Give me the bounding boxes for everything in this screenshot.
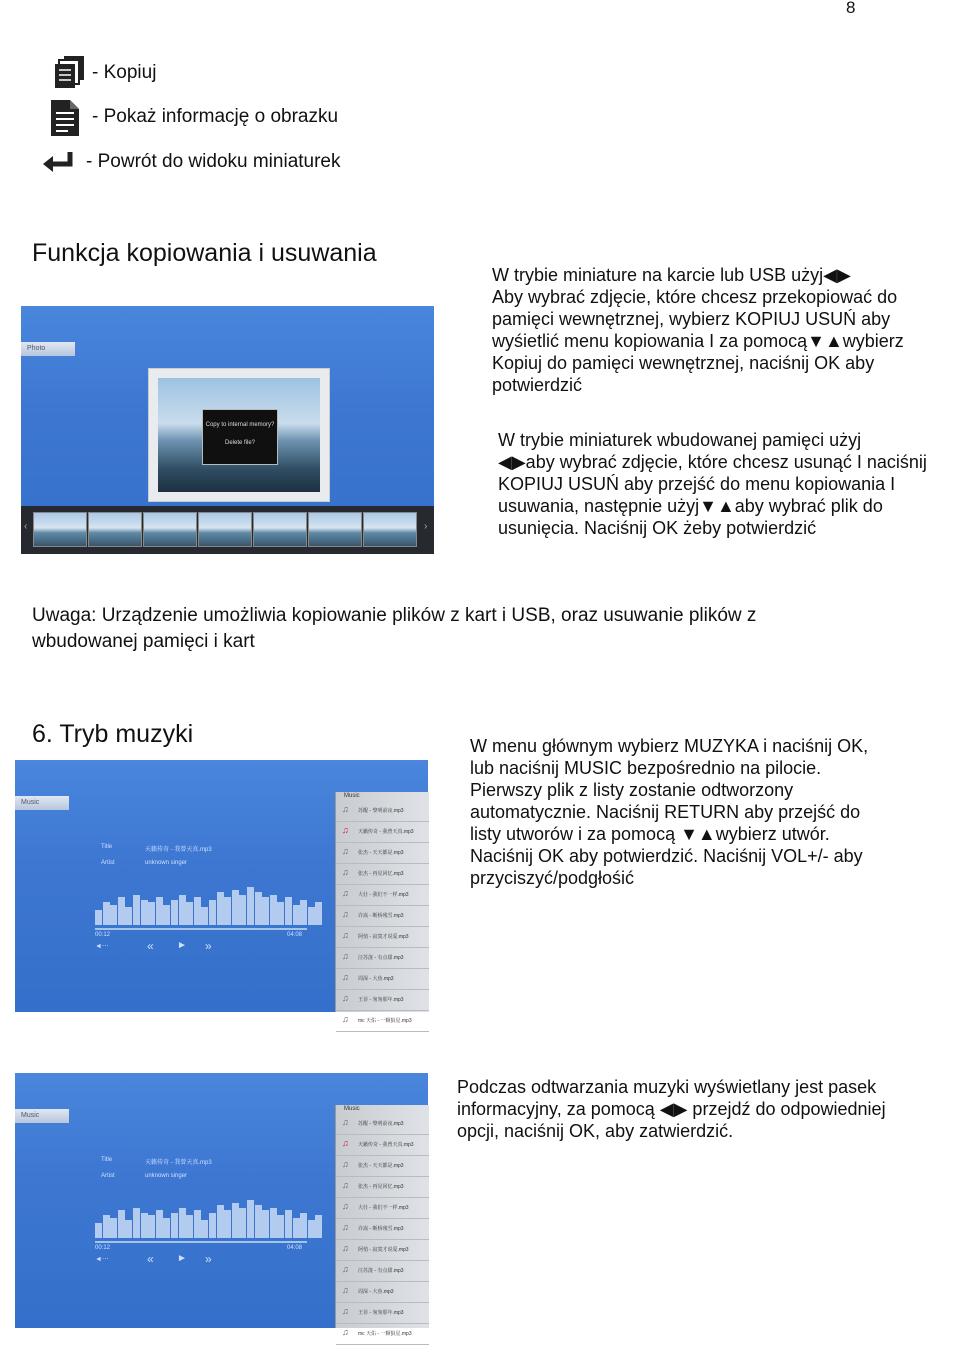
- equalizer-bar: [262, 1210, 269, 1238]
- meta-title-label: Title: [101, 1157, 113, 1163]
- playlist-header: Music: [344, 793, 360, 799]
- equalizer-bar: [118, 1210, 125, 1238]
- music-note-icon: ♫: [342, 825, 349, 835]
- rewind-icon[interactable]: «: [147, 1252, 154, 1266]
- dialog-option: Delete file?: [224, 440, 256, 446]
- equalizer: [95, 1188, 325, 1238]
- text-line: W trybie miniature na karcie lub USB użyj◀▶: [492, 265, 851, 285]
- page-number: 8: [846, 0, 856, 17]
- section-title-copy-delete: Funkcja kopiowania i usuwania: [32, 239, 377, 267]
- music-note-icon: ♫: [342, 1306, 349, 1316]
- equalizer-bar: [110, 905, 117, 925]
- text-line: wyśietlić menu kopiowania I za pomocą▼▲wybierz: [492, 331, 904, 351]
- text-line: listy utworów i za pomocą ▼▲wybierz utwór.: [470, 824, 830, 844]
- playlist-item[interactable]: [336, 1218, 429, 1240]
- equalizer-bar: [110, 1218, 117, 1238]
- playlist-item-title: 阿悄 - 寂寞才说爱.mp3: [358, 1247, 409, 1253]
- music-note-icon: ♫: [342, 1201, 349, 1211]
- playlist-panel: [335, 792, 429, 1024]
- equalizer-bar: [163, 1218, 170, 1238]
- playlist-item[interactable]: [336, 1260, 429, 1282]
- equalizer-bar: [171, 1213, 178, 1238]
- rewind-icon[interactable]: «: [147, 939, 154, 953]
- equalizer-bar: [141, 1213, 148, 1238]
- thumbnail[interactable]: [198, 512, 252, 547]
- equalizer-bar: [194, 1210, 201, 1238]
- playlist-item-title: 天籁传奇 - 我曾天真.mp3: [358, 1142, 414, 1148]
- playlist-header: Music: [344, 1106, 360, 1112]
- text-line: W trybie miniaturek wbudowanej pamięci użyj: [498, 430, 862, 450]
- music-note-icon: ♫: [342, 1243, 349, 1253]
- music-note-icon: ♫: [342, 909, 349, 919]
- playlist-item-title: 周深 - 大鱼.mp3: [358, 1289, 394, 1295]
- equalizer-bar: [224, 1210, 231, 1238]
- playlist-item[interactable]: [336, 1010, 429, 1032]
- equalizer-bar: [201, 907, 208, 925]
- text-line: Podczas odtwarzania muzyki wyświetlany jest pasek: [457, 1077, 877, 1097]
- thumbnail[interactable]: [143, 512, 197, 547]
- equalizer-bar: [141, 900, 148, 925]
- playlist-item-title: 天籁传奇 - 我曾天真.mp3: [358, 829, 414, 835]
- text-line: potwierdzić: [492, 375, 583, 395]
- thumbnail[interactable]: [308, 512, 362, 547]
- music-note-icon: ♫: [342, 1138, 349, 1148]
- equalizer-bar: [148, 1215, 155, 1238]
- equalizer-bar: [179, 1208, 186, 1238]
- playlist-item-title: 张杰 - 天天都是.mp3: [358, 1163, 404, 1169]
- playlist-item-title: 周深 - 大鱼.mp3: [358, 976, 394, 982]
- music-note-icon: ♫: [342, 1264, 349, 1274]
- equalizer-bar: [247, 887, 254, 925]
- playlist-item-title: 汪苏泷 - 有点甜.mp3: [358, 955, 404, 961]
- playlist-item[interactable]: [336, 1197, 429, 1219]
- music-note-icon: ♫: [342, 846, 349, 856]
- equalizer-bar: [300, 900, 307, 925]
- equalizer-bar: [239, 1208, 246, 1238]
- music-screenshot-2: [15, 1073, 428, 1337]
- playlist-item[interactable]: [336, 1302, 429, 1324]
- equalizer-bar: [217, 1205, 224, 1238]
- equalizer-bar: [95, 910, 102, 925]
- playlist-item-title: 汪苏泷 - 有点甜.mp3: [358, 1268, 404, 1274]
- music-note-icon: ♫: [342, 972, 349, 982]
- playlist-item-title: 张杰 - 天天都是.mp3: [358, 850, 404, 856]
- chevron-right-icon[interactable]: ›: [424, 521, 428, 532]
- text-line: Uwaga: Urządzenie umożliwia kopiowanie plików z kart i USB, oraz usuwanie plików z: [32, 605, 757, 626]
- music-note-icon: ♫: [342, 1327, 349, 1337]
- text-line: lub naciśnij MUSIC bezpośrednio na pilocie.: [470, 758, 822, 778]
- screen-tag: Music: [15, 796, 69, 810]
- equalizer-bar: [308, 907, 315, 925]
- meta-artist-label: Artist: [101, 860, 115, 866]
- playlist-item-title: 许嵩 - 断桥残雪.mp3: [358, 913, 404, 919]
- equalizer-bar: [156, 897, 163, 925]
- equalizer-bar: [95, 1223, 102, 1238]
- equalizer-bar: [179, 895, 186, 925]
- return-arrow-icon: [40, 150, 76, 176]
- playlist-item[interactable]: [336, 1281, 429, 1303]
- time-start: 00:12: [95, 1245, 111, 1251]
- playlist-item[interactable]: [336, 1134, 429, 1156]
- equalizer-bar: [293, 905, 300, 925]
- equalizer-bar: [171, 900, 178, 925]
- progress-track[interactable]: [95, 928, 307, 930]
- meta-artist-value: unknown singer: [145, 1173, 188, 1179]
- music-screenshot-1: [15, 760, 428, 1024]
- volume-icon[interactable]: ◄‧‧‧: [95, 943, 109, 950]
- chevron-left-icon[interactable]: ‹: [24, 521, 28, 532]
- text-line: ◀▶aby wybrać zdjęcie, które chcesz usunąć I naciśnij: [498, 452, 927, 472]
- play-icon[interactable]: ►: [177, 1253, 187, 1264]
- playlist-item[interactable]: [336, 989, 429, 1011]
- equalizer-bar: [262, 897, 269, 925]
- music-note-icon: ♫: [342, 993, 349, 1003]
- playlist-item-title: 苏醒 - 黎明前夜.mp3: [358, 1121, 404, 1127]
- music-note-icon: ♫: [342, 930, 349, 940]
- equalizer-bar: [209, 900, 216, 925]
- meta-artist-value: unknown singer: [145, 860, 188, 866]
- music-note-icon: ♫: [342, 1117, 349, 1127]
- music-note-icon: ♫: [342, 1180, 349, 1190]
- music-infobar-instructions: [457, 1076, 947, 1142]
- equalizer-bar: [300, 1213, 307, 1238]
- thumbnail[interactable]: [363, 512, 417, 547]
- equalizer-bar: [125, 1220, 132, 1238]
- playlist-item[interactable]: [336, 905, 429, 927]
- equalizer-bar: [201, 1220, 208, 1238]
- text-line: usuwania, następnie użyj▼▲aby wybrać plik do: [498, 496, 883, 516]
- equalizer-bar: [315, 902, 322, 925]
- equalizer-bar: [163, 905, 170, 925]
- text-line: Aby wybrać zdjęcie, które chcesz przekopiować do: [492, 287, 898, 307]
- equalizer-bar: [277, 1215, 284, 1238]
- equalizer-bar: [209, 1213, 216, 1238]
- playlist-item[interactable]: [336, 926, 429, 948]
- thumbnail[interactable]: [88, 512, 142, 547]
- meta-title-value: 天籁传奇 - 我曾天真.mp3: [145, 847, 212, 853]
- time-end: 04:08: [287, 932, 303, 938]
- document-info-icon: [48, 98, 82, 138]
- equalizer-bar: [186, 902, 193, 925]
- playlist-item[interactable]: [336, 1239, 429, 1261]
- music-note-icon: ♫: [342, 951, 349, 961]
- equalizer-bar: [277, 902, 284, 925]
- equalizer-bar: [270, 1208, 277, 1238]
- text-line: przyciszyć/podgłośić: [470, 868, 635, 888]
- dialog-question: Copy to internal memory?: [205, 422, 275, 428]
- playlist-item-title: mc 天佑 - 一颗狼星.mp3: [358, 1331, 412, 1337]
- text-line: Pierwszy plik z listy zostanie odtworzony: [470, 780, 794, 800]
- equalizer-bar: [217, 892, 224, 925]
- text-line: pamięci wewnętrznej, wybierz KOPIUJ USUŃ aby: [492, 309, 891, 329]
- screen-tag: Music: [15, 1109, 69, 1123]
- photo-copy-screenshot: [21, 306, 434, 554]
- thumbnail[interactable]: [33, 512, 87, 547]
- copy-instructions: [492, 264, 952, 396]
- equalizer: [95, 875, 325, 925]
- fast-forward-icon[interactable]: »: [205, 939, 212, 953]
- time-end: 04:08: [287, 1245, 303, 1251]
- equalizer-bar: [270, 895, 277, 925]
- legend-return-label: - Powrót do widoku miniaturek: [86, 151, 341, 172]
- equalizer-bar: [224, 897, 231, 925]
- equalizer-bar: [285, 1210, 292, 1238]
- equalizer-bar: [239, 895, 246, 925]
- text-line: W menu głównym wybierz MUZYKA i naciśnij OK,: [470, 736, 869, 756]
- equalizer-bar: [133, 1208, 140, 1238]
- playlist-item-title: mc 天佑 - 一颗狼星.mp3: [358, 1018, 412, 1024]
- playlist-panel: [335, 1105, 429, 1337]
- equalizer-bar: [125, 907, 132, 925]
- meta-title-label: Title: [101, 844, 113, 850]
- text-line: opcji, naciśnij OK, aby zatwierdzić.: [457, 1121, 734, 1141]
- copy-dialog: [202, 409, 278, 465]
- text-line: Naciśnij OK aby potwierdzić. Naciśnij VOL+/- aby: [470, 846, 863, 866]
- equalizer-bar: [148, 902, 155, 925]
- equalizer-bar: [103, 1215, 110, 1238]
- music-note-icon: ♫: [342, 1159, 349, 1169]
- legend-info-label: - Pokaż informację o obrazku: [92, 106, 339, 127]
- delete-instructions: [498, 429, 960, 539]
- music-note-icon: ♫: [342, 1222, 349, 1232]
- equalizer-bar: [308, 1220, 315, 1238]
- playlist-item[interactable]: [336, 884, 429, 906]
- text-line: Kopiuj do pamięci wewnętrznej, naciśnij OK aby: [492, 353, 875, 373]
- playlist-item-title: 王菲 - 匆匆那年.mp3: [358, 997, 404, 1003]
- equalizer-bar: [232, 890, 239, 925]
- playlist-item[interactable]: [336, 1176, 429, 1198]
- text-line: usunięcia. Naciśnij OK żeby potwierdzić: [498, 518, 817, 538]
- text-line: KOPIUJ USUŃ aby przejść do menu kopiowania I: [498, 474, 896, 494]
- playlist-item-title: 大壮 - 我们不一样.mp3: [358, 1205, 409, 1211]
- volume-icon[interactable]: ◄‧‧‧: [95, 1256, 109, 1263]
- playlist-item[interactable]: [336, 1323, 429, 1345]
- copy-icon: [52, 54, 88, 90]
- equalizer-bar: [118, 897, 125, 925]
- playlist-item[interactable]: [336, 1155, 429, 1177]
- text-line: automatycznie. Naciśnij RETURN aby przejść do: [470, 802, 861, 822]
- fast-forward-icon[interactable]: »: [205, 1252, 212, 1266]
- equalizer-bar: [255, 1205, 262, 1238]
- legend-copy-label: - Kopiuj: [92, 62, 157, 83]
- legend-copy: [50, 54, 450, 90]
- playlist-item[interactable]: [336, 947, 429, 969]
- thumbnail-strip: [21, 506, 434, 554]
- meta-artist-label: Artist: [101, 1173, 115, 1179]
- time-start: 00:12: [95, 932, 111, 938]
- playlist-item-title: 苏醒 - 黎明前夜.mp3: [358, 808, 404, 814]
- music-note-icon: ♫: [342, 1285, 349, 1295]
- playlist-item[interactable]: [336, 1113, 429, 1135]
- legend-info: [46, 98, 446, 138]
- equalizer-bar: [194, 897, 201, 925]
- music-note-icon: ♫: [342, 804, 349, 814]
- music-instructions: [470, 735, 950, 889]
- playlist-item[interactable]: [336, 842, 429, 864]
- equalizer-bar: [103, 902, 110, 925]
- meta-title-value: 天籁传奇 - 我曾天真.mp3: [145, 1160, 212, 1166]
- playlist-item-title: 大壮 - 我们不一样.mp3: [358, 892, 409, 898]
- playlist-item-title: 张杰 - 再见回忆.mp3: [358, 1184, 404, 1190]
- playlist-item[interactable]: [336, 863, 429, 885]
- music-note-icon: ♫: [342, 867, 349, 877]
- playlist-item-title: 王菲 - 匆匆那年.mp3: [358, 1310, 404, 1316]
- note-paragraph: [32, 603, 932, 655]
- text-line: wbudowanej pamięci i kart: [32, 631, 255, 652]
- screen-tag: Photo: [21, 342, 75, 356]
- progress-track[interactable]: [95, 1241, 307, 1243]
- playlist-item[interactable]: [336, 821, 429, 843]
- equalizer-bar: [133, 895, 140, 925]
- playlist-item[interactable]: [336, 968, 429, 990]
- equalizer-bar: [255, 892, 262, 925]
- equalizer-bar: [247, 1200, 254, 1238]
- section-title-music: 6. Tryb muzyki: [32, 720, 194, 748]
- thumbnail[interactable]: [253, 512, 307, 547]
- playlist-item-title: 阿悄 - 寂寞才说爱.mp3: [358, 934, 409, 940]
- equalizer-bar: [156, 1210, 163, 1238]
- legend-return: [40, 146, 440, 180]
- equalizer-bar: [232, 1203, 239, 1238]
- playlist-item-title: 张杰 - 再见回忆.mp3: [358, 871, 404, 877]
- playlist-item-title: 许嵩 - 断桥残雪.mp3: [358, 1226, 404, 1232]
- play-icon[interactable]: ►: [177, 940, 187, 951]
- text-line: informacyjny, za pomocą ◀▶ przejdź do odpowiedniej: [457, 1099, 886, 1119]
- music-note-icon: ♫: [342, 888, 349, 898]
- music-note-icon: ♫: [342, 1014, 349, 1024]
- equalizer-bar: [285, 897, 292, 925]
- playlist-item[interactable]: [336, 800, 429, 822]
- equalizer-bar: [186, 1215, 193, 1238]
- equalizer-bar: [293, 1218, 300, 1238]
- equalizer-bar: [315, 1215, 322, 1238]
